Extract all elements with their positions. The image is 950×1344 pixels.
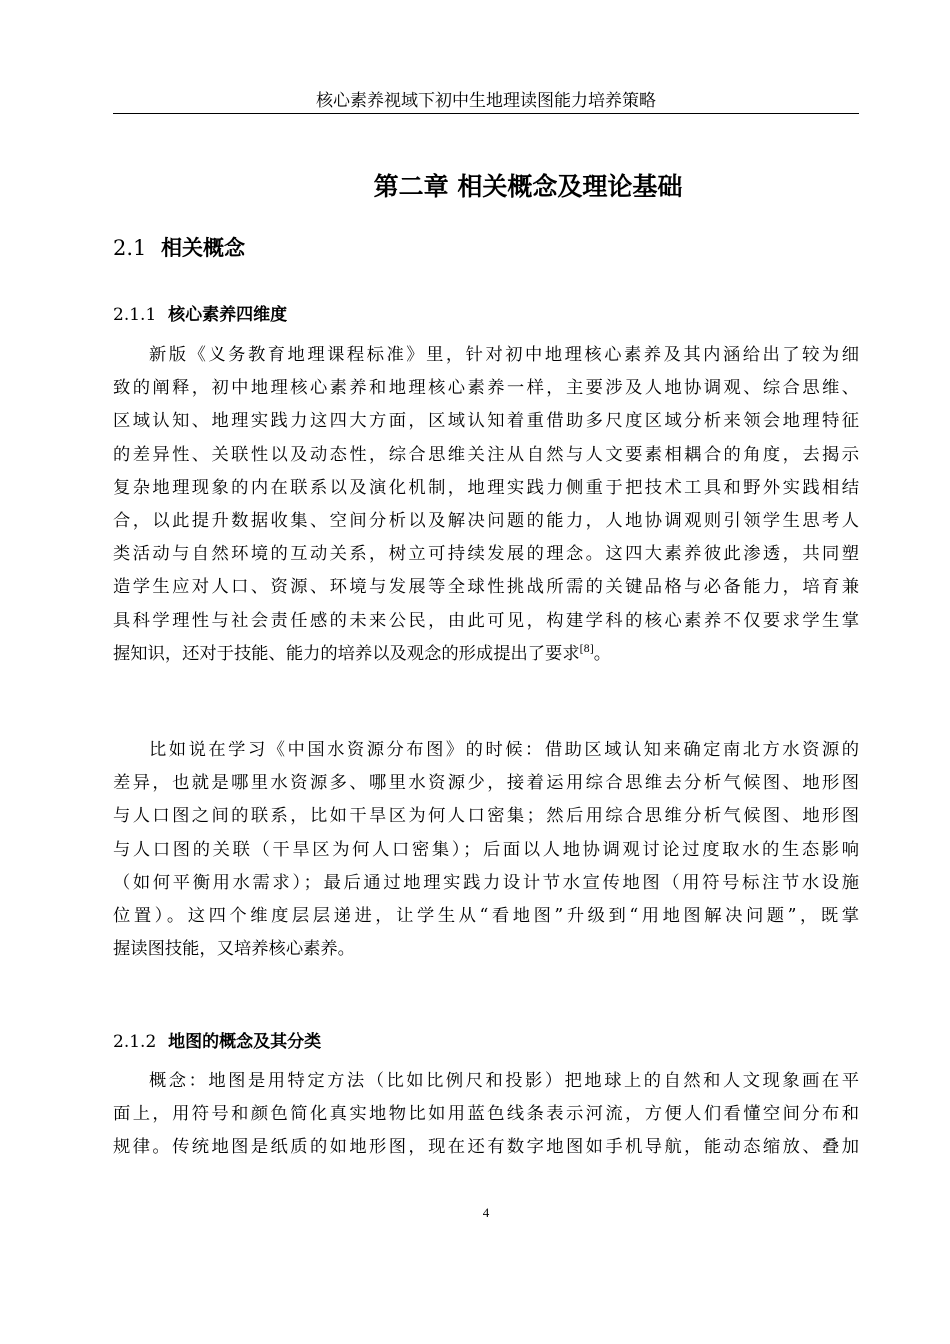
paragraph-line: 概念：地图是用特定方法（比如比例尺和投影）把地球上的自然和人文现象画在平 (149, 1071, 859, 1091)
paragraph-line-last (113, 638, 859, 671)
section-number: 2.1 (113, 236, 147, 260)
section-title: 相关概念 (161, 236, 246, 260)
subsection-heading-2-1-2 (113, 1030, 321, 1054)
paragraph-line: 致的阐释，初中地理核心素养和地理核心素养一样，主要涉及人地协调观、综合思维、 (113, 378, 859, 399)
paragraph-line: 造学生应对人口、资源、环境与发展等全球性挑战所需的关键品格与必备能力，培育兼 (113, 577, 859, 598)
paragraph-end-punctuation: 。 (593, 643, 612, 664)
paragraph-line: 区域认知、地理实践力这四大方面，区域认知着重借助多尺度区域分析来领会地理特征 (113, 411, 859, 432)
page-number: 4 (482, 1205, 490, 1220)
section-heading-2-1 (113, 233, 245, 263)
running-header: 核心素养视域下初中生地理读图能力培养策略 (316, 91, 656, 111)
paragraph-text: 握知识，还对于技能、能力的培养以及观念的形成提出了要求 (113, 643, 580, 664)
paragraph-line: 比如说在学习《中国水资源分布图》的时候：借助区域认知来确定南北方水资源的 (149, 740, 859, 760)
paragraph-line: 新版《义务教育地理课程标准》里，针对初中地理核心素养及其内涵给出了较为细 (149, 345, 859, 365)
subsection-number: 2.1.2 (113, 1032, 157, 1052)
paragraph-line: 面上，用符号和颜色简化真实地物比如用蓝色线条表示河流，方便人们看懂空间分布和 (113, 1104, 859, 1125)
paragraph-line: 合，以此提升数据收集、空间分析以及解决问题的能力，人地协调观则引领学生思考人 (113, 510, 859, 531)
subsection-title: 核心素养四维度 (168, 305, 288, 325)
paragraph-line: 规律。传统地图是纸质的如地形图，现在还有数字地图如手机导航，能动态缩放、叠加 (113, 1137, 859, 1158)
paragraph-line: 与人口图之间的联系，比如干旱区为何人口密集；然后用综合思维分析气候图、地形图 (113, 806, 859, 827)
citation-reference[interactable]: [8] (579, 643, 594, 655)
header-divider (113, 113, 859, 114)
paragraph-line: 差异，也就是哪里水资源多、哪里水资源少，接着运用综合思维去分析气候图、地形图 (113, 773, 859, 794)
paragraph-line: 复杂地理现象的内在联系以及演化机制，地理实践力侧重于把技术工具和野外实践相结 (113, 477, 859, 498)
paragraph-line: 握读图技能，又培养核心素养。 (113, 939, 355, 960)
paragraph-line: 的差异性、关联性以及动态性，综合思维关注从自然与人文要素相耦合的角度，去揭示 (113, 444, 859, 465)
paragraph-line: 位置）。这四个维度层层递进，让学生从“看地图”升级到“用地图解决问题”，既掌 (113, 905, 859, 926)
paragraph-line: 与人口图的关联（干旱区为何人口密集）；后面以人地协调观讨论过度取水的生态影响 (113, 839, 859, 860)
paragraph-line: 类活动与自然环境的互动关系，树立可持续发展的理念。这四大素养彼此渗透，共同塑 (113, 544, 859, 565)
paragraph-line: （如何平衡用水需求）；最后通过地理实践力设计节水宣传地图（用符号标注节水设施 (113, 872, 859, 893)
paragraph-map-concept (113, 1065, 859, 1165)
subsection-title: 地图的概念及其分类 (168, 1032, 322, 1052)
subsection-number: 2.1.1 (113, 305, 157, 325)
paragraph-water-resources-example (113, 734, 859, 966)
subsection-heading-2-1-1 (113, 303, 287, 327)
chapter-title: 第二章 相关概念及理论基础 (373, 172, 683, 201)
paragraph-core-literacy (113, 339, 859, 671)
paragraph-line: 具科学理性与社会责任感的未来公民，由此可见，构建学科的核心素养不仅要求学生掌 (113, 610, 859, 631)
